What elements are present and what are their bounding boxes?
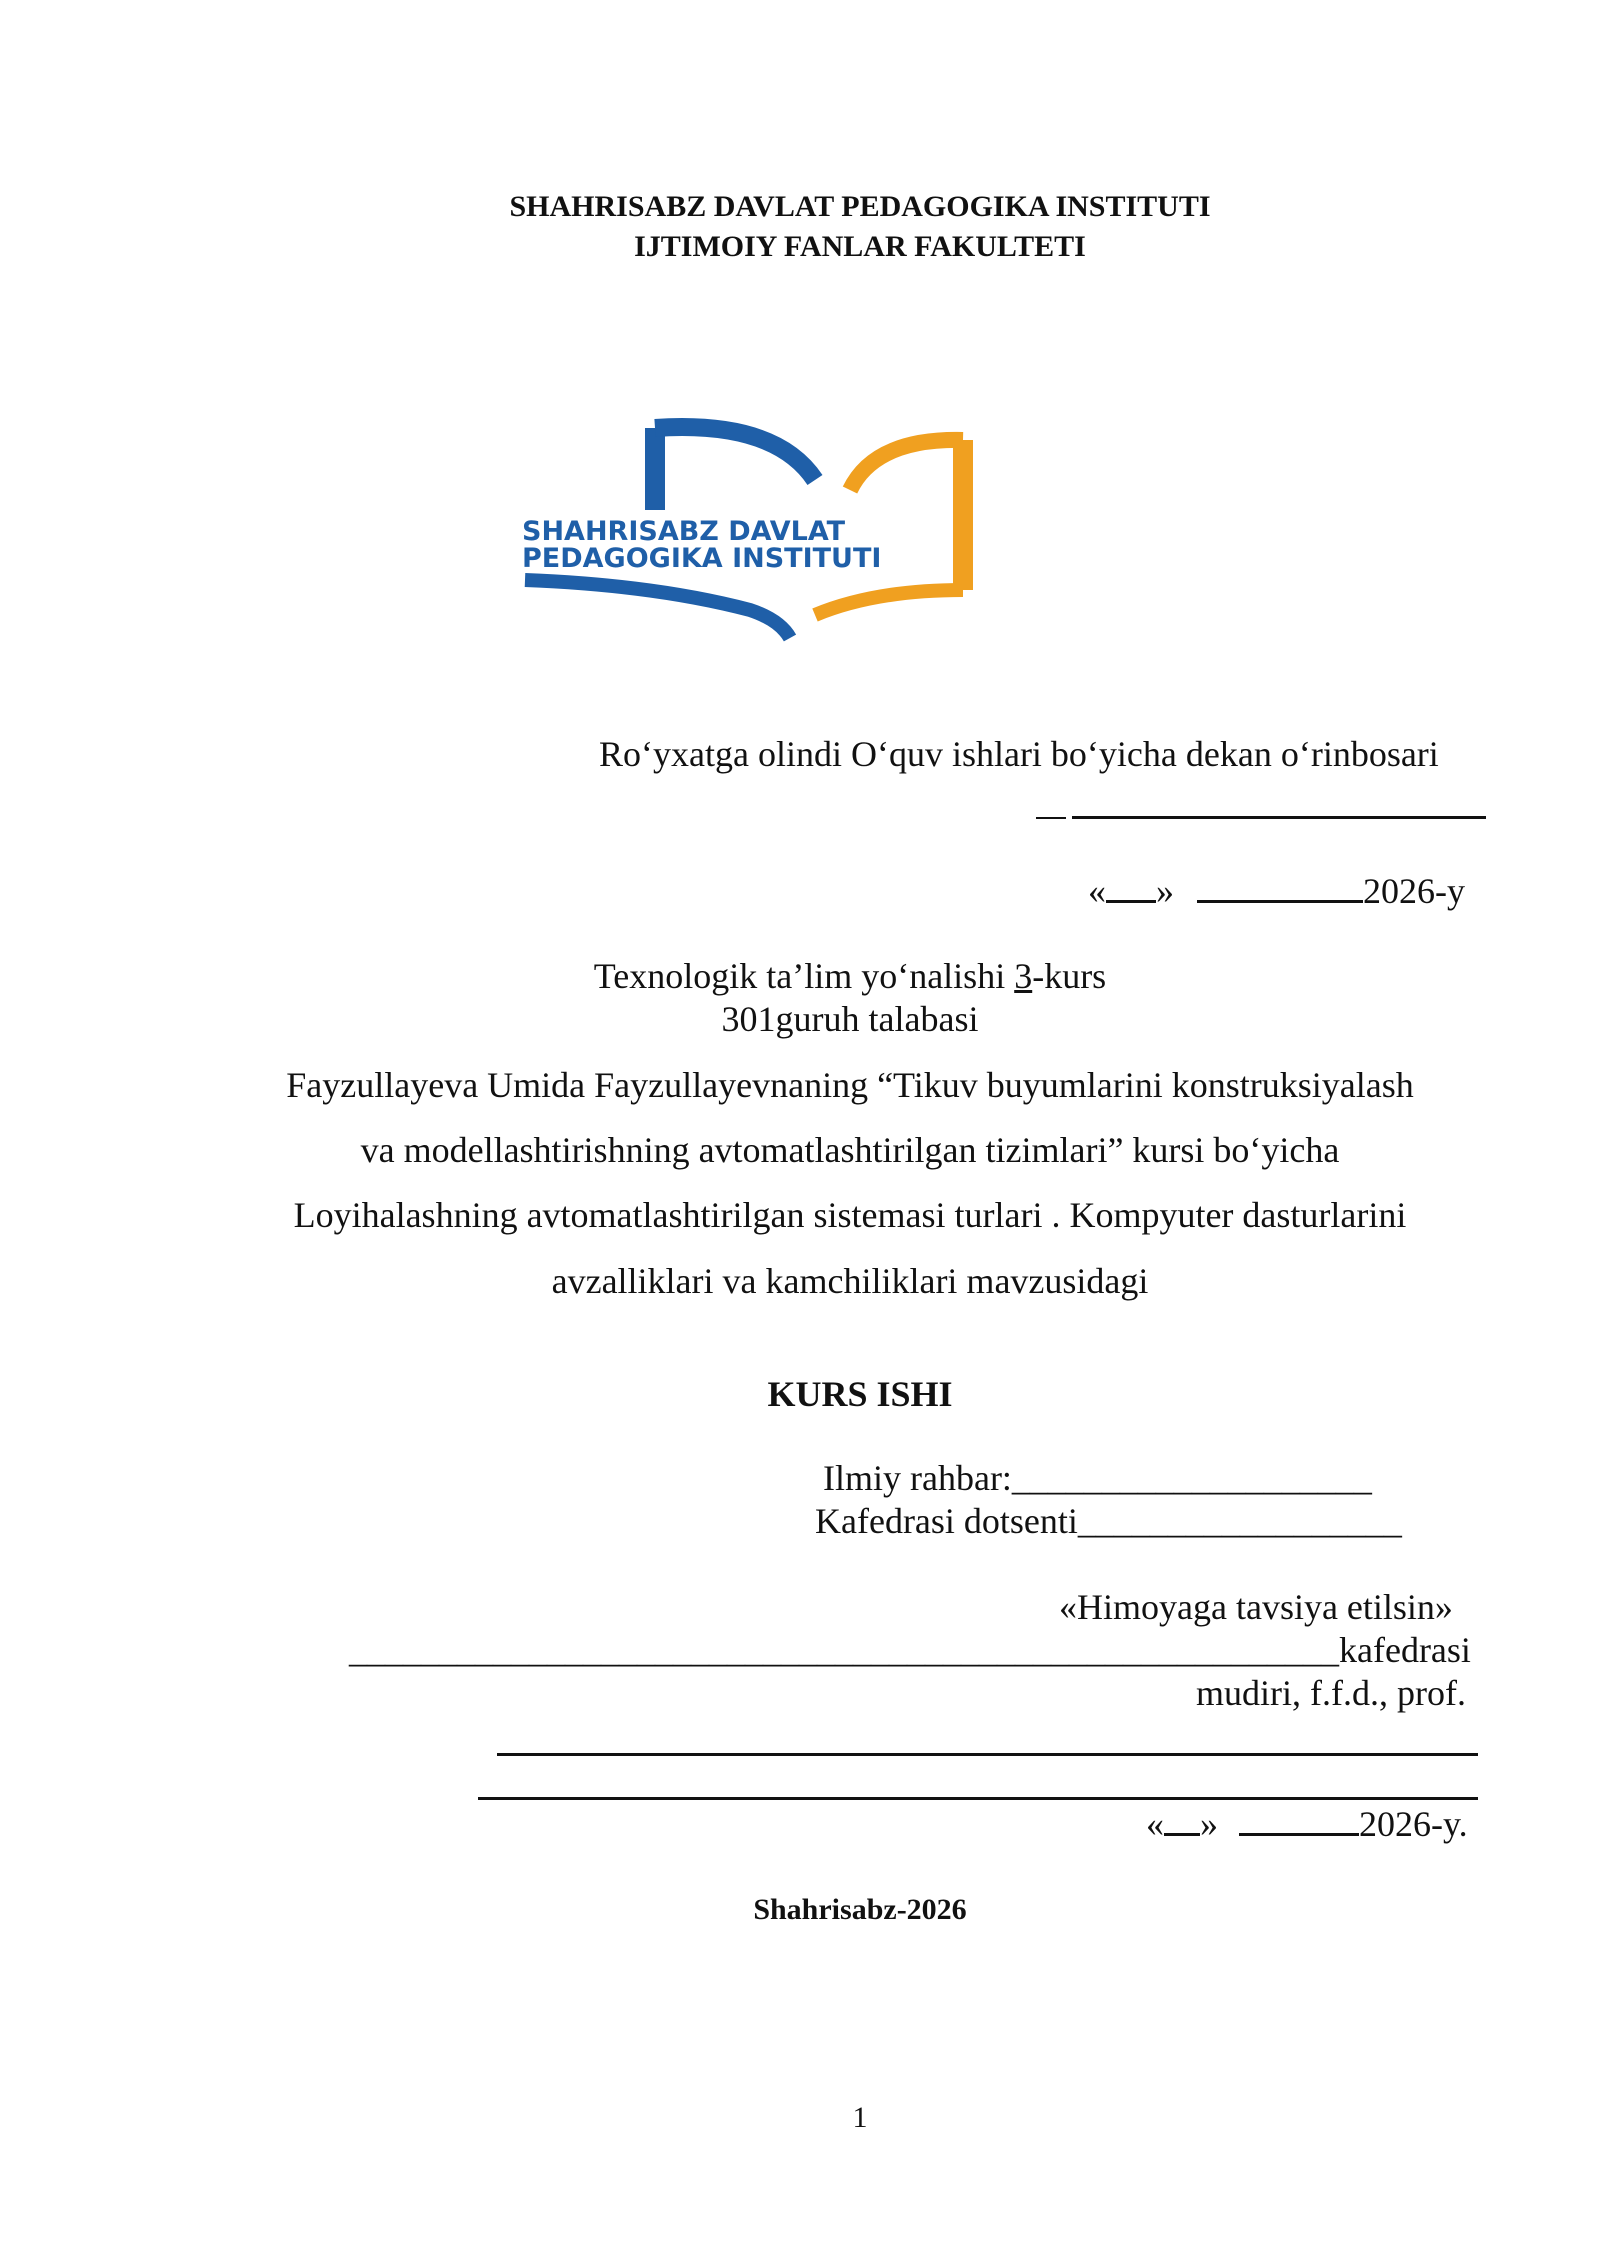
registration-signature-line [1072,816,1486,819]
institute-logo [515,410,995,650]
registration-date [1088,870,1465,912]
registration-year: 2026-y [1363,871,1465,911]
topic-line-1: Fayzullayeva Umida Fayzullayevnaning “Tikuv buyumlarini konstruksiyalash [286,1065,1414,1105]
faculty-name: IJTIMOIY FANLAR FAKULTETI [634,230,1086,263]
registration-month-blank [1197,872,1363,903]
registration-date-open: « [1088,871,1106,911]
defense-day-blank [1164,1805,1200,1836]
student-direction [0,955,1600,997]
page-number: 1 [852,2101,868,2134]
student-group: 301guruh talabasi [721,999,979,1039]
registration-signature-line-start [1036,817,1066,819]
registration-date-close: » [1156,871,1174,911]
topic-line-3: Loyihalashning avtomatlashtirilgan sistemasi turlari . Kompyuter dasturlarini [293,1195,1407,1235]
supervisor-label: Ilmiy rahbar:____________________ [823,1458,1372,1498]
registration-label: Ro‘yxatga olindi O‘quv ishlari bo‘yicha dekan o‘rinbosari [599,734,1439,774]
registration-day-blank [1106,872,1156,903]
defense-date [1146,1803,1468,1845]
head-name-line [478,1797,1478,1800]
defense-date-open: « [1146,1804,1164,1844]
defense-month-blank [1239,1805,1359,1836]
supervisor-position: Kafedrasi dotsenti__________________ [815,1501,1402,1541]
course-number: 3 [1014,956,1033,996]
city-year: Shahrisabz-2026 [753,1893,967,1926]
course-suffix: -kurs [1032,956,1107,996]
department-line: _______________________________________________________kafedrasi [349,1630,1471,1670]
logo-text-line1: SHAHRISABZ DAVLAT [522,516,846,547]
defense-year: 2026-y. [1359,1804,1468,1844]
direction-text: Texnologik ta’lim yo‘nalishi [593,956,1015,996]
defense-date-close: » [1200,1804,1218,1844]
institute-name: SHAHRISABZ DAVLAT PEDAGOGIKA INSTITUTI [509,190,1211,223]
logo-text-line2: PEDAGOGIKA INSTITUTI [522,543,882,574]
department-head: mudiri, f.f.d., prof. [1196,1673,1466,1713]
head-signature-line [497,1753,1478,1756]
topic-line-2: va modellashtirishning avtomatlashtirilgan tizimlari” kursi bo‘yicha [360,1130,1340,1170]
defense-recommendation: «Himoyaga tavsiya etilsin» [1059,1587,1453,1627]
work-type-title: KURS ISHI [767,1374,953,1414]
topic-line-4: avzalliklari va kamchiliklari mavzusidagi [551,1261,1149,1301]
